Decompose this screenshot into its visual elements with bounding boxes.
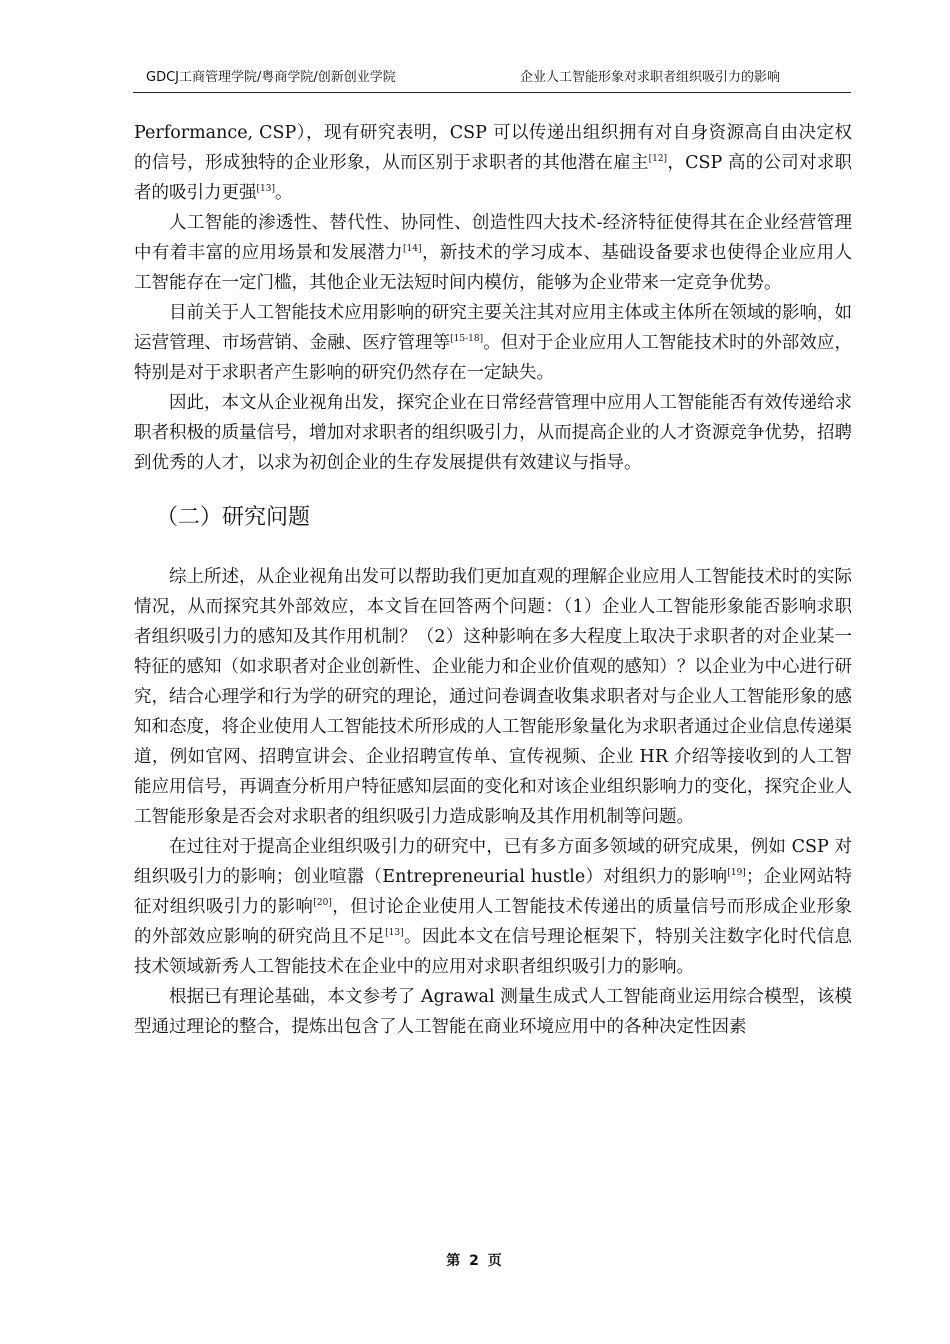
- text-run: ，CSP 高的公司对求职者的吸引力更强: [134, 153, 852, 203]
- body-text: [134, 118, 852, 1042]
- text-run: 目前关于人工智能技术应用影响的研究主要关注其对应用主体或主体所在领域的影响，如运营管理、市场营销、金融、医疗管理等: [134, 303, 852, 353]
- paragraph: [134, 118, 852, 208]
- text-run: ，但讨论企业使用人工智能技术传递出的质量信号而形成企业形象的外部效应影响的研究尚且不足: [134, 897, 853, 947]
- citation-ref: [19]: [727, 868, 746, 878]
- text-run: 人工智能的渗透性、替代性、协同性、创造性四大技术-经济特征使得其在企业经营管理中有着丰富的应用场景和发展潜力: [134, 213, 852, 263]
- header-paper-title: 企业人工智能形象对求职者组织吸引力的影响: [519, 70, 780, 85]
- text-run: 在过往对于提高企业组织吸引力的研究中，已有多方面多领域的研究成果，例如 CSP 对组织吸引力的影响；创业喧嚣（Entrepreneurial hustle）对组织力的影响: [134, 837, 852, 887]
- paragraph: [134, 562, 852, 832]
- text-run: 。因此本文在信号理论框架下，特别关注数字化时代信息技术领域新秀人工智能技术在企业中的应用对求职者组织吸引力的影响。: [134, 927, 852, 977]
- header-institution: GDCJ工商管理学院/粤商学院/创新创业学院: [146, 70, 396, 85]
- text-run: 根据已有理论基础，本文参考了 Agrawal 测量生成式人工智能商业运用综合模型，该模型通过理论的整合，提炼出包含了人工智能在商业环境应用中的各种决定性因素: [134, 987, 852, 1037]
- text-run: 综上所述，从企业视角出发可以帮助我们更加直观的理解企业应用人工智能技术时的实际情况，从而探究其外部效应，本文旨在回答两个问题：（1）企业人工智能形象能否影响求职者组织吸引力的感知及其作用机制？（2）这种影响在多大程度上取决于求职者的对企业某一特征的感知（如求职者对企业创新性、企业能力和企业价值观的感知）？以企业为中心进行研究，结合心理学和行为学的研究的理论，通过问卷调查收集求职者对与企业人工智能形象的感知和态度，将企业使用人工智能技术所形成的人工智能形象量化为求职者通过企业信息传递渠道，例如官网、招聘宣讲会、企业招聘宣传单、宣传视频、企业 HR 介绍等接收到的人工智能应用信号，再调查分析用户特征感知层面的变化和对该企业组织影响力的变化，探究企业人工智能形象是否会对求职者的组织吸引力造成影响及其作用机制等问题。: [134, 567, 852, 827]
- citation-ref: [13]: [385, 928, 404, 938]
- text-run: ，新技术的学习成本、基础设备要求也使得企业应用人工智能存在一定门槛，其他企业无法短时间内模仿，能够为企业带来一定竞争优势。: [134, 243, 853, 293]
- text-run: ；企业网站特征对组织吸引力的影响: [134, 867, 853, 917]
- page-number: 第 2 页: [446, 1253, 504, 1269]
- citation-ref: [14]: [403, 244, 422, 254]
- text-run: 因此，本文从企业视角出发，探究企业在日常经营管理中应用人工智能能否有效传递给求职者积极的质量信号，增加对求职者的组织吸引力，从而提高企业的人才资源竞争优势，招聘到优秀的人才，以求为初创企业的生存发展提供有效建议与指导。: [134, 393, 852, 473]
- citation-ref: [12]: [648, 154, 668, 164]
- text-run: 。但对于企业应用人工智能技术时的外部效应，特别是对于求职者产生影响的研究仍然存在一定缺失。: [134, 333, 853, 383]
- paragraph: [134, 832, 852, 982]
- section-heading: （二）研究问题: [156, 505, 311, 530]
- citation-ref: [15-18]: [450, 334, 484, 344]
- paragraph: [134, 982, 852, 1042]
- citation-ref: [20]: [313, 898, 332, 908]
- text-run: 。: [274, 183, 293, 203]
- paragraph: [134, 388, 852, 478]
- paragraph: [134, 298, 852, 388]
- text-run: Performance, CSP），现有研究表明，CSP 可以传递出组织拥有对自身资源高自由决定权的信号，形成独特的企业形象，从而区别于求职者的其他潜在雇主: [134, 123, 852, 173]
- header-divider: [133, 92, 851, 93]
- citation-ref: [13]: [256, 184, 275, 194]
- paragraph: [134, 208, 852, 298]
- running-header: [130, 66, 820, 88]
